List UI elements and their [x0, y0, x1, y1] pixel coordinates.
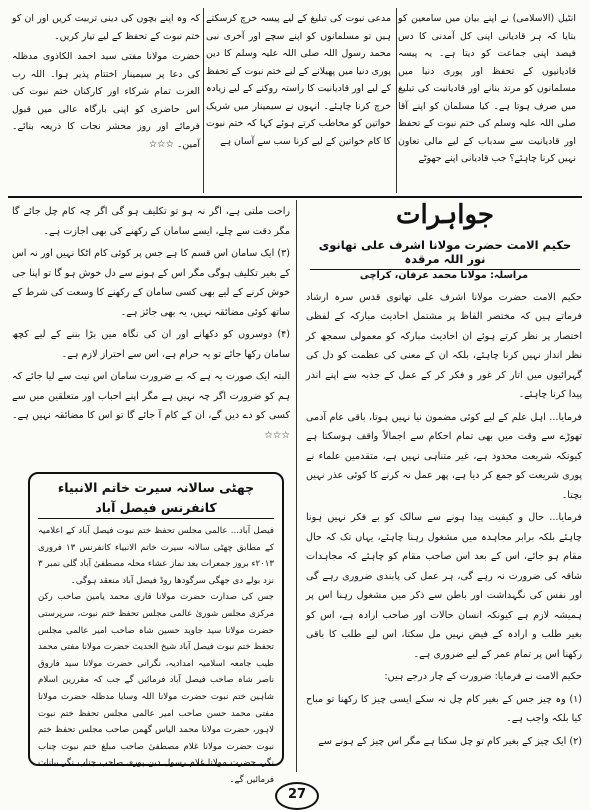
paragraph: فرمایا... حال و کیفیت پیدا ہونے سے سالک کو بے فکر نہیں ہونا چاہئے بلکہ برابر مجاہدہ میں مشغول رہنا چاہئے، یہاں تک کہ حال مقام ہو جائے، اس کے بعد اس صاحب مقام کو چاہئے کہ مجاہدات شاقہ کی ضرورت نہ رہے گی، ہر عمل کی پابندی ضروری رہے گی اور نفس کی نگہداشت اور باطن سے ذکر میں مشغول رہنا اس پر ہمیشہ لازم ہے کیونکہ انسان حالات اور صاحب ارادہ ہے، اس کو بغیر طلب و ارادہ کے فیض نہیں مل سکتا، اس لیے طلب کا باقی رکھنا اس پر تمام عمر کے لیے ضروری ہے۔: [306, 512, 582, 660]
paragraph: حکیم الامت حضرت مولانا اشرف علی تھانوی قدس سرہ ارشاد فرماتے ہیں کہ مختصر الفاظ پر مشتمل احادیث مبارکہ کے لفظی اختصار پر نظر کرتے ہوئے ان احادیث مبارکہ کو معمولی سمجھ کر نظر انداز نہیں کرنا چاہئے، بلکہ ان کے معنی کی عظمت کو دل کی گہرائیوں میں اتار کر غور و فکر کر کے عمل کے جذبہ سے اپنے اندر پیدا کرنا چاہئے۔: [306, 291, 582, 400]
column-divider: [396, 8, 397, 193]
top-column-left: [12, 10, 200, 156]
column-divider: [203, 8, 204, 193]
paragraph: راحت ملتی ہے، اگر نہ ہو تو تکلیف ہو گی اگر چہ کام چل جائے گا مگر دقت سے چلے، ایسے سامان کے رکھنے کی بھی اجازت ہے۔: [12, 206, 290, 237]
paragraph: فرمایا... اہل علم کے لیے کوئی مضمون نیا نہیں ہوتا، باقی عام آدمی تھوڑے سے وقت میں بھی تمام احکام سے اجمالاً واقف ہوسکتا ہے کیونکہ شریعت محدود ہے، غیر متناہی نہیں ہے، متقدمین علماء نے پوری شریعت کو جمع کر دیا ہے، پھر عمل نہ کرنے کا کوئی عذر نہیں بچتا۔: [306, 411, 582, 501]
page-number: 27: [275, 782, 319, 810]
paragraph: (۴) دوسروں کو دکھانے اور ان کی نگاہ میں بڑا بننے کے لیے کچھ سامان رکھا جائے تو یہ حرام ہے، اس سے احتراز لازم ہے۔: [12, 329, 290, 360]
paragraph: حضرت مولانا مفتی سید احمد الکاذوی مدظلہ کی دعا پر سیمینار اختتام پذیر ہوا۔ اللہ رب العزت تمام شرکاء اور کارکنان ختم نبوت کی اس حاضری کو اپنی بارگاہ عالی میں قبول فرمائے اور روز محشر نجات کا ذریعہ بنائے۔ آمین۔ ☆☆☆: [12, 51, 200, 150]
paragraph: فیصل آباد... عالمی مجلس تحفظ ختم نبوت فیصل آباد کے اعلامیہ کے مطابق چھٹی سالانہ سیرت خاتم الانبیاء کانفرنس ۱۳ فروری ۲۰۱۳ء بروز جمعرات بعد نماز عشاء محلہ مصطفیٰ آباد گلی نمبر ۳ نزد بولے دی جھگی سرگودھا روڈ فیصل آباد منعقد ہوگی۔: [38, 526, 274, 586]
top-column-middle: [206, 10, 391, 153]
article-sender: مراسلہ: مولانا محمد عرفان، کراچی: [359, 270, 529, 281]
paragraph: (۱) وہ چیز جس کے بغیر کام چل نہ سکے ایسی چیز کا رکھنا تو مباح کیا بلکہ واجب ہے۔: [306, 693, 582, 724]
paragraph: جس کی صدارت حضرت مولانا قاری محمد یامین صاحب رکن مرکزی مجلس شوریٰ عالمی مجلس تحفظ ختم نبوت، سرپرستی حضرت مولانا سید جاوید حسین شاہ صاحب امیر عالمی مجلس تحفظ ختم نبوت فیصل آباد شیخ الحدیث حضرت مولانا مفتی محمد طیب جامعہ اسلامیہ امدادیہ، نگرانی حضرت مولانا سید فاروق ناصر شاہ صاحب فیصل آباد فرمائیں گے جب کہ مقررین اسلام شاہین ختم نبوت حضرت مولانا اللہ وسایا مدظلہ حضرت مولانا مفتی محمد حسن صاحب امیر عالمی مجلس تحفظ ختم نبوت لاہور، حضرت مولانا محمد الیاس گھمن صاحب مجلس تحفظ ختم نبوت حضرت مولانا غلام مصطفیٰ صاحب مبلغ ختم نبوت چناب نگر، حضرت مولانا غلام رسول دین پوری صاحب چناب نگر بیانات فرمائیں گے۔: [38, 592, 274, 785]
section-divider: [8, 196, 582, 198]
top-column-right: [398, 10, 576, 171]
paragraph: کہ وہ اپنے بچوں کی دینی تربیت کریں اور ان کو ختم نبوت کے تحفظ کے لیے تیار کریں۔: [12, 13, 200, 42]
announcement-box: [28, 472, 284, 785]
paragraph: (۳) ایک سامان اس قسم کا ہے جس پر کوئی کام اٹکا نہیں اور نہ اس کے بغیر تکلیف ہوگی مگر اس کے ہونے سے دل خوش ہو گا تو اپنا جی خوش کرنے کے لیے بھی کسی سامان کے رکھنے کا وسعت کی شرط کے ساتھ کوئی مضائقہ نہیں، یہ بھی جائز ہے۔: [12, 248, 290, 318]
announcement-title: چھٹی سالانہ سیرت خاتم الانبیاء کانفرنس فیصل آباد: [38, 478, 274, 519]
paragraph: البتہ ایک صورت یہ ہے کہ بے ضرورت سامان اس نیت سے لیا جائے کہ ہم کو ضرورت اگر چہ نہیں ہے مگر اپنے احباب اور متعلقین میں سے کسی کو دے دیں گے، ان کے کام آ جائے گا تو اس کا مضائقہ نہیں ہے۔ ☆☆☆: [12, 371, 290, 441]
article-title: جواہرات: [395, 200, 494, 230]
column-divider: [296, 200, 297, 772]
paragraph: (۲) ایک چیز کے بغیر کام تو چل سکتا ہے مگر اس چیز کے ہونے سے: [318, 735, 582, 747]
article-body: [306, 266, 582, 754]
paragraph: انٹیل (الاسلامی) نے اپنے بیان میں سامعین کو بتایا کہ ہر قادیانی اپنی کل آمدنی کا دس فیصد اپنی جماعت کو دیتا ہے۔ یہ پیسہ قادیانیوں کے تحفظ اور پوری دنیا میں مسلمانوں کو مرتد بنانے اور قادیانیت کی تبلیغ میں صرف ہوتا ہے۔ کیا مسلمان کو اپنے آقا صلی اللہ علیہ وسلم کی ختم نبوت کے تحفظ اور قادیانیت سے سدباب کے لیے مالی تعاون نہیں کرنا چاہئے؟ جب قادیانی اپنے جھوٹے: [398, 13, 576, 164]
paragraph: مدعی نبوت کی تبلیغ کے لیے پیسہ خرچ کرسکتے ہیں تو مسلمانوں کو اپنے سچے اور آخری نبی محمد رسول اللہ صلی اللہ علیہ وسلم کا دین پوری دنیا میں پھیلانے کے لیے ختم نبوت کے تحفظ کے لیے اور قادیانیت کا راستہ روکنے کے لیے زیادہ خرچ کرنا چاہئے۔ انہوں نے سیمینار میں شریک خواتین کو مخاطب کرتے ہوئے کہا کہ ختم نبوت کا کام خواتین کے لیے کرنا سب سے آسان ہے: [206, 13, 391, 147]
article-continuation: [12, 202, 290, 448]
paragraph: حکیم الامت نے فرمایا: ضرورت کے چار درجے ہیں:: [384, 671, 582, 682]
article-subtitle: حکیم الامت حضرت مولانا اشرف علی تھانوی نور اللہ مرقدہ: [310, 238, 580, 270]
